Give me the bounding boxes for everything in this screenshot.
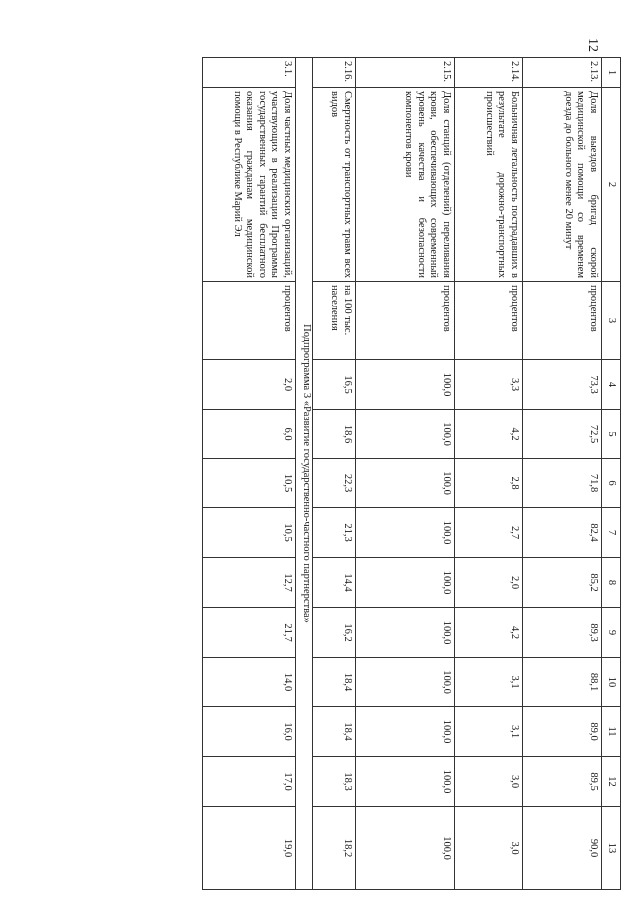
value-cell: 85,2	[523, 558, 602, 608]
value-cell: 21,3	[313, 508, 356, 558]
value-cell: 100,0	[356, 807, 455, 890]
value-cell: 2,0	[455, 558, 523, 608]
value-cell: 18,3	[313, 757, 356, 807]
table-row	[523, 58, 602, 890]
value-cell: 82,4	[523, 508, 602, 558]
row-number: 2.14.	[455, 58, 523, 88]
header-cell: 6	[602, 459, 621, 508]
header-row	[602, 58, 621, 890]
value-cell: 2,8	[455, 459, 523, 508]
unit-cell: процентов	[455, 282, 523, 360]
value-cell: 4,2	[455, 410, 523, 459]
row-number: 2.16.	[313, 58, 356, 88]
value-cell: 100,0	[356, 459, 455, 508]
unit-cell: процентов	[523, 282, 602, 360]
indicators-table	[202, 57, 621, 890]
table-row	[455, 58, 523, 890]
value-cell: 2,7	[455, 508, 523, 558]
table-row	[203, 58, 296, 890]
header-cell: 8	[602, 558, 621, 608]
value-cell: 100,0	[356, 558, 455, 608]
value-cell: 100,0	[356, 410, 455, 459]
unit-cell: на 100 тыс. населения	[313, 282, 356, 360]
value-cell: 12,7	[203, 558, 296, 608]
indicator-name: Доля станций (отделений) переливания крови, обеспечивающих современный уровень качества и безопасности компонентов крови	[356, 88, 455, 282]
unit-cell: процентов	[356, 282, 455, 360]
value-cell: 17,0	[203, 757, 296, 807]
value-cell: 88,1	[523, 658, 602, 707]
value-cell: 18,4	[313, 707, 356, 757]
row-number: 2.15.	[356, 58, 455, 88]
value-cell: 18,4	[313, 658, 356, 707]
value-cell: 2,0	[203, 360, 296, 410]
value-cell: 10,5	[203, 459, 296, 508]
header-cell: 4	[602, 360, 621, 410]
value-cell: 21,7	[203, 608, 296, 658]
row-number: 3.1.	[203, 58, 296, 88]
value-cell: 100,0	[356, 508, 455, 558]
indicator-name: Смертность от транспортных травм всех видов	[313, 88, 356, 282]
rotated-table-container	[101, 57, 621, 889]
value-cell: 3,0	[455, 757, 523, 807]
value-cell: 89,5	[523, 757, 602, 807]
header-cell: 5	[602, 410, 621, 459]
value-cell: 6,0	[203, 410, 296, 459]
subprogram-title: Подпрограмма 3 «Развитие государственно-частного партнерства»	[296, 58, 313, 890]
value-cell: 3,3	[455, 360, 523, 410]
header-cell: 2	[602, 88, 621, 282]
value-cell: 71,8	[523, 459, 602, 508]
value-cell: 19,0	[203, 807, 296, 890]
value-cell: 18,2	[313, 807, 356, 890]
value-cell: 100,0	[356, 608, 455, 658]
value-cell: 72,5	[523, 410, 602, 459]
unit-cell: процентов	[203, 282, 296, 360]
value-cell: 14,4	[313, 558, 356, 608]
row-number: 2.13.	[523, 58, 602, 88]
value-cell: 73,3	[523, 360, 602, 410]
value-cell: 22,3	[313, 459, 356, 508]
header-cell: 11	[602, 707, 621, 757]
table-row	[356, 58, 455, 890]
value-cell: 100,0	[356, 707, 455, 757]
indicator-name: Доля частных медицинских организаций, участвующих в реализации Программы государственных гарантий бесплатного оказания гражданам медицинской помощи в Республике Марий Эл	[203, 88, 296, 282]
value-cell: 16,0	[203, 707, 296, 757]
header-cell: 10	[602, 658, 621, 707]
value-cell: 3,1	[455, 658, 523, 707]
value-cell: 18,6	[313, 410, 356, 459]
table-row	[313, 58, 356, 890]
header-cell: 3	[602, 282, 621, 360]
value-cell: 16,2	[313, 608, 356, 658]
value-cell: 100,0	[356, 658, 455, 707]
value-cell: 10,5	[203, 508, 296, 558]
value-cell: 4,2	[455, 608, 523, 658]
value-cell: 16,5	[313, 360, 356, 410]
value-cell: 89,3	[523, 608, 602, 658]
header-cell: 7	[602, 508, 621, 558]
header-cell: 12	[602, 757, 621, 807]
page-number: 12	[585, 38, 600, 52]
indicator-name: Больничная летальность пострадавших в результате дорожно-транспортных происшествий	[455, 88, 523, 282]
value-cell: 100,0	[356, 360, 455, 410]
value-cell: 3,1	[455, 707, 523, 757]
value-cell: 14,0	[203, 658, 296, 707]
header-cell: 9	[602, 608, 621, 658]
header-cell: 13	[602, 807, 621, 890]
value-cell: 90,0	[523, 807, 602, 890]
indicator-name: Доля выездов бригад скорой медицинской помощи со временем доезда до больного менее 20 минут	[523, 88, 602, 282]
value-cell: 100,0	[356, 757, 455, 807]
subprogram-row	[296, 58, 313, 890]
header-cell: 1	[602, 58, 621, 88]
value-cell: 3,0	[455, 807, 523, 890]
value-cell: 89,0	[523, 707, 602, 757]
